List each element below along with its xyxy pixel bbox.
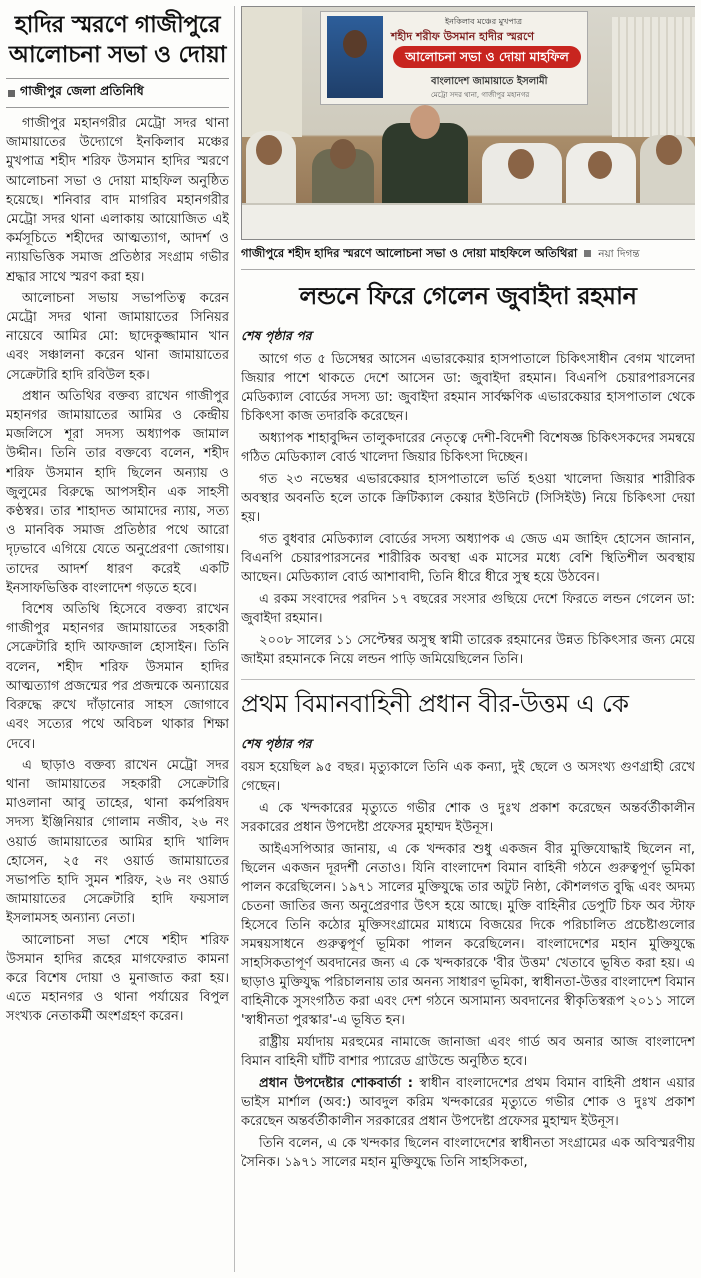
byline (6, 78, 229, 108)
story2-headline: লন্ডনে ফিরে গেলেন জুবাইদা রহমান (299, 282, 637, 310)
photo-window-blinds (612, 17, 695, 137)
banner-organization: বাংলাদেশ জামায়াতে ইসলামী (431, 76, 548, 87)
story3-jump-label: শেষ পৃষ্ঠার পর (241, 736, 312, 751)
paragraph (241, 1074, 695, 1131)
condolence-text: স্বাধীন বাংলাদেশের প্রথম বিমান বাহিনী প্রধান এয়ার ভাইস মার্শাল (অব:) আবদুল করিম খন্দকারের মৃত্যুতে গভীর শোক ও দুঃখ প্রকাশ করেছেন অন্তর্বর্তীকালীন সরকারের প্রধান উপদেষ্টা প্রফেসর মুহাম্মদ ইউনূস। (241, 1076, 695, 1129)
paragraph: গাজীপুর মহানগরীর মেট্রো সদর থানা জামায়াতের উদ্যোগে ইনকিলাব মঞ্চের মুখপাত্র শহীদ শরিফ উসমান হাদির স্মরণে আলোচনা সভা ও দোয়া মাহফিল অনুষ্ঠিত হয়েছে। শনিবার বাদ মাগরিব মহানগরীর মেট্রো সদর থানা এলাকায় আয়োজিত এই কর্মসূচিতে শহীদের আত্মত্যাগ, আদর্শ ও ন্যায়ভিত্তিক সমাজ প্রতিষ্ঠার সংগ্রাম গভীর শ্রদ্ধার সাথে স্মরণ করা হয়। (6, 116, 229, 285)
byline-text: গাজীপুর জেলা প্রতিনিধি (20, 83, 144, 98)
paragraph: গত ২৩ নভেম্বর এভারকেয়ার হাসপাতালে ভর্তি হওয়া খালেদা জিয়ার শারীরিক অবস্থার অবনতি হলে তাকে ক্রিটিক্যাল কেয়ার ইউনিটে (সিসিইউ) নিয়ে চিকিৎসা দেয়া হয়। (241, 472, 695, 525)
paragraph: আগে গত ৫ ডিসেম্বর আসেন এভারকেয়ার হাসপাতালে চিকিৎসাধীন বেগম খালেদা জিয়ার পাশে থাকতে দেশে আসেন ডা: জুবাইদা রহমান। বিএনপি চেয়ারপারসনের মেডিক্যাল বোর্ডের সদস্য ডা: জুবাইদা রহমান সার্বক্ষণিক এভারকেয়ার হাসপাতাল থেকে চিকিৎসা কাজ তদারকি করেছেন। (241, 352, 695, 424)
bullet-icon (8, 90, 15, 97)
person-head (256, 135, 282, 165)
paragraph: এ ছাড়াও বক্তব্য রাখেন মেট্রো সদর থানা জামায়াতের সহকারী সেক্রেটারি মাওলানা আবু তাহের, থানা কর্মপরিষদ সদস্য ইঞ্জিনিয়ার গোলাম নজীব, ২৬ নং ওয়ার্ড জামায়াতের আমির হাদি খালিদ হোসেন, ২৫ নং ওয়ার্ড জামায়াতের সভাপতি হাদি সুমন শরিফ, ২৬ নং ওয়ার্ড জামায়াতের সেক্রেটারি হাদি ফয়সাল ইসলামসহ অন্যান্য নেতা। (6, 757, 229, 927)
story2-jump-label: শেষ পৃষ্ঠার পর (241, 328, 312, 343)
banner-line2: শহীদ শরীফ উসমান হাদীর স্মরণে (391, 30, 535, 43)
left-headline: হাদির স্মরণে গাজীপুরে আলোচনা সভা ও দোয়া (8, 12, 227, 68)
banner-location: মেট্রো সদর থানা, গাজীপুর মহানগর (431, 91, 530, 99)
story-separator (241, 679, 695, 680)
person-head (330, 139, 356, 169)
photo-wall (242, 7, 302, 137)
photo-banner (320, 11, 588, 105)
photo-caption (241, 240, 695, 270)
condolence-lead: প্রধান উপদেষ্টার শোকবার্তা : (259, 1076, 413, 1091)
person-head (656, 135, 682, 165)
left-article-body (6, 114, 229, 1027)
person-head (588, 151, 612, 179)
person-head (508, 149, 534, 179)
story2-body (241, 350, 695, 669)
photo-table (242, 203, 695, 239)
column-divider (234, 6, 235, 1272)
paragraph: তিনি বলেন, এ কে খন্দকার ছিলেন বাংলাদেশের স্বাধীনতা সংগ্রামের এক অবিস্মরণীয় সৈনিক। ১৯৭১ সালের মহান মুক্তিযুদ্ধে তিনি সাহসিকতা, (241, 1136, 695, 1170)
left-column (6, 6, 229, 1274)
paragraph: আলোচনা সভা শেষে শহীদ শরিফ উসমান হাদির রূহের মাগফেরাত কামনা করে বিশেষ দোয়া ও মুনাজাত করা হয়। এতে মহানগর ও থানা পর্যায়ের বিপুল সংখ্যক নেতাকর্মী অংশগ্রহণ করেন। (6, 932, 229, 1025)
banner-line1: ইনকিলাব মঞ্চের মুখপাত্র (445, 17, 523, 26)
paragraph: গত বুধবার মেডিক্যাল বোর্ডের সদস্য অধ্যাপক এ জেড এম জাহিদ হোসেন জানান, বিএনপি চেয়ারপারসনের শারীরিক অবস্থা এক মাসের মধ্যে বেশি স্থিতিশীল অবস্থায় আছেন। মেডিক্যাল বোর্ড আশাবাদী, তিনি ধীরে ধীরে সুস্থ হয়ে উঠবেন। (241, 532, 695, 585)
paragraph: এ কে খন্দকারের মৃত্যুতে গভীর শোক ও দুঃখ প্রকাশ করেছেন অন্তর্বর্তীকালীন সরকারের প্রধান উপদেষ্টা প্রফেসর মুহাম্মদ ইউনূস। (241, 801, 695, 835)
story3-body (241, 758, 695, 1172)
paragraph: প্রধান অতিথির বক্তব্য রাখেন গাজীপুর মহানগর জামায়াতের আমির ও কেন্দ্রীয় মজলিসে শূরা সদস্য অধ্যাপক জামাল উদ্দীন। তিনি তার বক্তব্যে বলেন, শহীদ শরিফ উসমান হাদি ছিলেন অন্যায় ও জুলুমের বিরুদ্ধে আপসহীন এক সাহসী কণ্ঠস্বর। তার শাহাদত আমাদের ন্যায়, সত্য ও মানবিক সমাজ প্রতিষ্ঠার পথে আরো দৃঢ়ভাবে এগিয়ে যেতে অনুপ্রেরণা জোগায়। তাদের আদর্শ ধারণ করেই একটি ইনসাফভিত্তিক বাংলাদেশ গড়তে হবে। (6, 388, 229, 596)
paragraph: ২০০৮ সালের ১১ সেপ্টেম্বর অসুস্থ স্বামী তারেক রহমানের উন্নত চিকিৎসার জন্য মেয়ে জাইমা রহমানকে নিয়ে লন্ডন পাড়ি জমিয়েছিলেন তিনি। (241, 633, 695, 667)
banner-portrait-image (327, 16, 383, 98)
paragraph: রাষ্ট্রীয় মর্যাদায় মরহুমের নামাজে জানাজা এবং গার্ড অব অনার আজ বাংলাদেশ বিমান বাহিনী ঘাঁটি বাশার প্যারেড গ্রাউন্ডে অনুষ্ঠিত হবে। (241, 1035, 695, 1069)
event-photo (241, 6, 695, 240)
paragraph: আইএসপিআর জানায়, এ কে খন্দকার শুধু একজন বীর মুক্তিযোদ্ধাই ছিলেন না, ছিলেন একজন দূরদর্শী নেতাও। যিনি বাংলাদেশ বিমান বাহিনী গঠনে গুরুত্বপূর্ণ ভূমিকা পালন করেছিলেন। ১৯৭১ সালের মুক্তিযুদ্ধে তার অটুট নিষ্ঠা, কৌশলগত বুদ্ধি এবং অদম্য চেতনা জাতির জন্য অনুপ্রেরণার উৎস হয়ে আছে। মুক্তি বাহিনীর ডেপুটি চিফ অব স্টাফ হিসেবে তিনি কঠোর মুক্তিসংগ্রামের মাধ্যমে বিজয়ের দিকে পরিচালিত প্রচেষ্টাগুলোর সমন্বয়সাধনে গুরুত্বপূর্ণ ভূমিকা পালন করেছিলেন। বাংলাদেশের মহান মুক্তিযুদ্ধে সাহসিকতাপূর্ণ অবদানের জন্য এ কে খন্দকারকে 'বীর উত্তম' খেতাবে ভূষিত করা হয়। এ ছাড়াও মুক্তিযুদ্ধ পরিচালনায় তার অনন্য সাধারণ ভূমিকা, স্বাধীনতা-উত্তর বাংলাদেশ বিমান বাহিনীকে সুসংগঠিত করা এবং দেশ গঠনে অসামান্য অবদানের স্বীকৃতিস্বরূপ ২০১১ সালে 'স্বাধীনতা পুরস্কার'-এ ভূষিত হন। (241, 842, 695, 1028)
photo-credit: নয়া দিগন্ত (598, 248, 640, 260)
caption-text: গাজীপুরে শহীদ হাদির স্মরণে আলোচনা সভা ও দোয়া মাহফিলে অতিথিরা (241, 246, 578, 260)
banner-title: আলোচনা সভা ও দোয়া মাহফিল (393, 46, 581, 68)
story3-headline: প্রথম বিমানবাহিনী প্রধান বীর-উত্তম এ কে (241, 689, 629, 718)
paragraph: আলোচনা সভায় সভাপতিত্ব করেন মেট্রো সদর থানা জামায়াতের সিনিয়র নায়েবে আমির মো: ছাদেকুজ্জামান খান এবং সঞ্চালনা করেন থানা জামায়াতের সেক্রেটারি হাদি রবিউল হক। (6, 290, 229, 383)
paragraph: বয়স হয়েছিল ৯৫ বছর। মৃত্যুকালে তিনি এক কন্যা, দুই ছেলে ও অসংখ্য গুণগ্রাহী রেখে গেছেন। (241, 760, 695, 794)
paragraph: অধ্যাপক শাহাবুদ্দিন তালুকদারের নেতৃত্বে দেশী-বিদেশী বিশেষজ্ঞ চিকিৎসকদের সমন্বয়ে গঠিত মেডিক্যাল বোর্ড খালেদা জিয়ার চিকিৎসা দিচ্ছেন। (241, 431, 695, 465)
person-head (410, 105, 440, 139)
paragraph: এ রকম সংবাদের পরদিন ১৭ বছরের সংসার গুছিয়ে দেশে ফিরতে লন্ডন গেলেন ডা: জুবাইদা রহমান। (241, 592, 695, 626)
right-column (241, 6, 695, 1274)
paragraph: বিশেষ অতিথি হিসেবে বক্তব্য রাখেন গাজীপুর মহানগর জামায়াতের সহকারী সেক্রেটারি হাদি আফজাল হোসাইন। তিনি বলেন, শহীদ শরিফ উসমান হাদির আত্মত্যাগ প্রজন্মের পর প্রজন্মকে অন্যায়ের বিরুদ্ধে রুখে দাঁড়ানোর সাহস জোগাবে এবং সত্যের পথে অবিচল থাকার শিক্ষা দেবে। (6, 602, 229, 752)
caption-bullet-icon (584, 250, 591, 257)
